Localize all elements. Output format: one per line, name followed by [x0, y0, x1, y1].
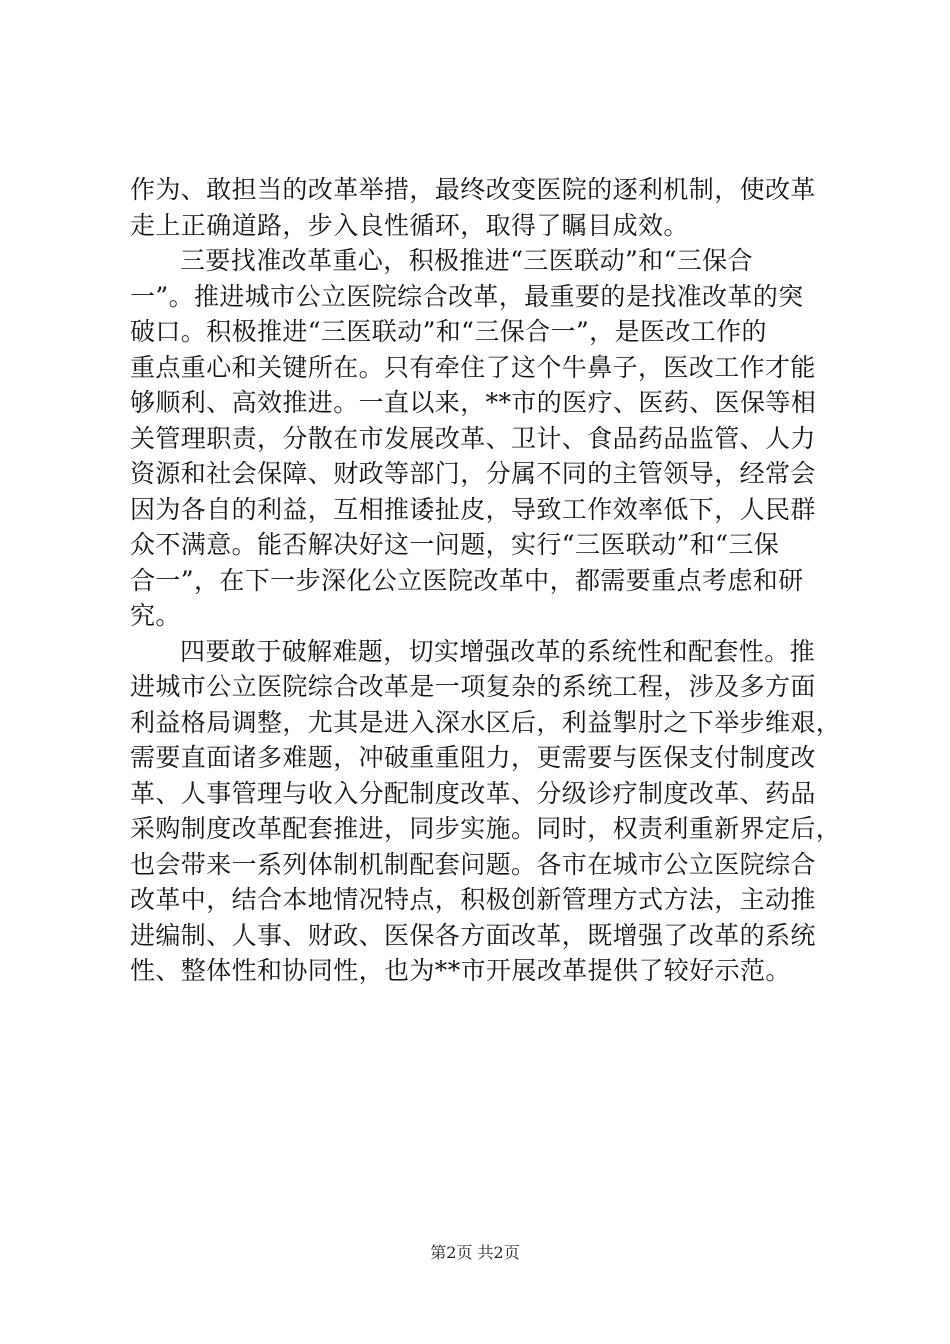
text-line: 因为各自的利益，互相推诿扯皮，导致工作效率低下，人民群 — [130, 494, 816, 524]
text-line: 走上正确道路，步入良性循环，取得了瞩目成效。 — [130, 210, 689, 240]
text-line: 究。 — [130, 601, 181, 630]
text-line: 性、整体性和协同性，也为**市开展改革提供了较好示范。 — [130, 956, 791, 985]
text-line: 资源和社会保障、财政等部门，分属不同的主管领导，经常会 — [130, 459, 816, 488]
text-line: 需要直面诸多难题，冲破重重阻力，更需要与医保支付制度改 — [130, 743, 816, 772]
text-line: 革、人事管理与收入分配制度改革、分级诊疗制度改革、药品 — [130, 778, 816, 808]
text-line: 改革中，结合本地情况特点，积极创新管理方式方法，主动推 — [130, 885, 816, 914]
text-line: 进编制、人事、财政、医保各方面改革，既增强了改革的系统 — [130, 920, 816, 950]
text-line: 采购制度改革配套推进，同步实施。同时，权责利重新界定后， — [130, 814, 842, 843]
text-line: 进城市公立医院综合改革是一项复杂的系统工程，涉及多方面 — [130, 672, 816, 701]
text-line: 关管理职责，分散在市发展改革、卫计、食品药品监管、人力 — [130, 423, 816, 453]
text-line: 作为、敢担当的改革举措，最终改变医院的逐利机制，使改革 — [130, 175, 816, 204]
text-line: 也会带来一系列体制机制配套问题。各市在城市公立医院综合 — [130, 849, 816, 879]
text-line: 重点重心和关键所在。只有牵住了这个牛鼻子，医改工作才能 — [130, 352, 816, 382]
document-body — [130, 172, 842, 989]
page-number-footer: 第2页 共2页 — [430, 1243, 520, 1262]
text-line: 利益格局调整，尤其是进入深水区后，利益掣肘之下举步维艰， — [130, 707, 842, 737]
paragraph-start-line: 三要找准改革重心，积极推进“三医联动”和“三保合 — [180, 246, 753, 275]
text-line: 众不满意。能否解决好这一问题，实行“三医联动”和“三保 — [130, 530, 780, 559]
text-line: 合一”，在下一步深化公立医院改革中，都需要重点考虑和研 — [130, 565, 804, 595]
paragraph-start-line: 四要敢于破解难题，切实增强改革的系统性和配套性。推 — [180, 636, 816, 666]
text-line: 够顺利、高效推进。一直以来，**市的医疗、医药、医保等相 — [130, 388, 817, 417]
text-line: 一”。推进城市公立医院综合改革，最重要的是找准改革的突 — [130, 281, 804, 311]
text-line: 破口。积极推进“三医联动”和“三保合一”，是医改工作的 — [130, 317, 767, 346]
